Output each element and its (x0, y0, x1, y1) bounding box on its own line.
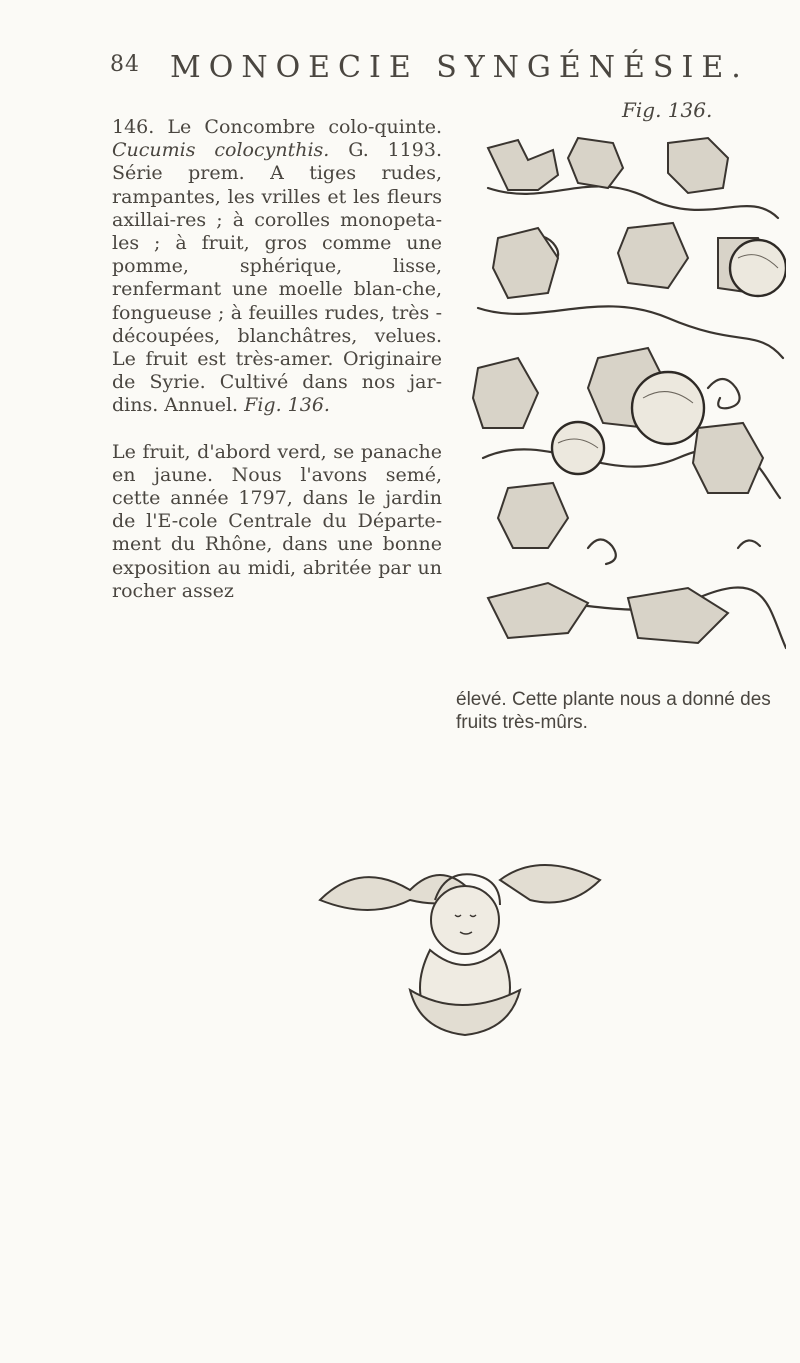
page-number: 84 (110, 52, 140, 77)
entry-latin: Cucumis colocynthis. (112, 139, 330, 162)
entry-reference: G. 1193. Série prem. (112, 139, 442, 185)
cherub-vignette (300, 840, 630, 1050)
running-head: MONOECIE SYNGÉNÉSIE. (170, 50, 749, 85)
entry-paragraph (112, 116, 442, 418)
continuation-text: élevé. Cette plante nous a donné des fruits très-mûrs. (456, 689, 771, 734)
colocynth-illustration (468, 128, 786, 688)
left-column (112, 116, 442, 603)
entry-name: Le Concombre colo-quinte. (167, 116, 442, 138)
figure-caption: Fig. 136. (622, 98, 713, 122)
entry-fig-ref: Fig. 136. (244, 394, 330, 417)
entry-description: A tiges rudes, rampantes, les vrilles et les fleurs axillai-res ; à corolles monopeta-les ; à fruit, gros comme une pomme, sphérique, lisse, renfermant une moelle blan-che, fongueuse ; à feuilles rudes, très - découpées, blanchâtres, velues. Le fruit est très-amer. Originaire de Syrie. Cultivé dans nos jar-dins. Annuel. (112, 162, 443, 417)
entry-number: 146. (112, 116, 155, 138)
second-paragraph: Le fruit, d'abord verd, se panache en jaune. Nous l'avons semé, cette année 1797, dans le jardin de l'E-cole Centrale du Départe-ment du Rhône, dans une bonne exposition au midi, abritée par un rocher assez (112, 440, 442, 602)
right-column (456, 688, 796, 734)
